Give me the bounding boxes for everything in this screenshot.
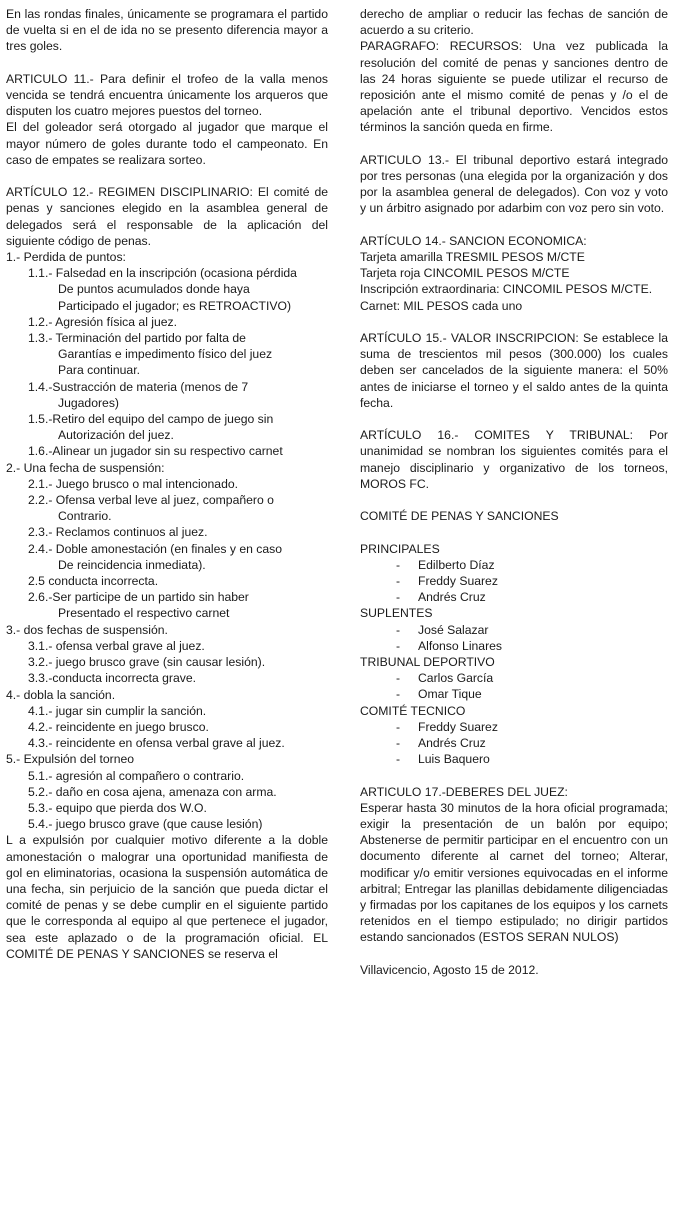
- item-2-5: 2.5 conducta incorrecta.: [28, 574, 159, 589]
- item-2-2: 2.2.- Ofensa verbal leve al juez, compañero o: [28, 493, 274, 508]
- section-2-heading: 2.- Una fecha de suspensión:: [6, 460, 165, 475]
- section-1-heading: 1.- Perdida de puntos:: [6, 250, 126, 265]
- section-3-heading: 3.- dos fechas de suspensión.: [6, 622, 168, 637]
- tecnico-name-text: Freddy Suarez: [418, 719, 498, 734]
- item-2-1: 2.1.- Juego brusco o mal intencionado.: [28, 476, 239, 491]
- article-14-line-1: Tarjeta amarilla TRESMIL PESOS M/CTE: [360, 250, 585, 265]
- item-1-5: 1.5.-Retiro del equipo del campo de juego sin: [28, 412, 274, 427]
- list-dash: -: [396, 752, 401, 767]
- list-dash: -: [396, 590, 401, 605]
- item-3-2: 3.2.- juego brusco grave (sin causar lesión).: [28, 655, 266, 670]
- item-2-4: 2.4.- Doble amonestación (en finales y en caso: [28, 541, 283, 556]
- list-dash: -: [396, 574, 401, 589]
- item-1-2: 1.2.- Agresión física al juez.: [28, 314, 178, 329]
- comite-title: COMITÉ DE PENAS Y SANCIONES: [360, 509, 559, 524]
- tribunal-name: [360, 686, 668, 702]
- item-1-4-cont: Jugadores): [58, 395, 119, 410]
- principal-name: [360, 573, 668, 589]
- section-4-heading: 4.- dobla la sanción.: [6, 687, 116, 702]
- item-5-3: 5.3.- equipo que pierda dos W.O.: [28, 800, 207, 815]
- item-4-3: 4.3.- reincidente en ofensa verbal grave al juez.: [28, 736, 285, 751]
- right-column: [360, 6, 668, 978]
- list-dash: -: [396, 719, 401, 734]
- left-column: [6, 6, 328, 962]
- principal-name: [360, 589, 668, 605]
- article-14-line-3: Inscripción extraordinaria: CINCOMIL PESOS M/CTE.: [360, 282, 653, 297]
- item-1-3: 1.3.- Terminación del partido por falta de: [28, 331, 246, 346]
- suplentes-heading: SUPLENTES: [360, 606, 433, 621]
- item-2-6: 2.6.-Ser participe de un partido sin haber: [28, 590, 249, 605]
- tribunal-name: [360, 670, 668, 686]
- item-2-4-cont: De reincidencia inmediata).: [58, 557, 206, 572]
- tribunal-heading: TRIBUNAL DEPORTIVO: [360, 655, 495, 670]
- article-14-line-2: Tarjeta roja CINCOMIL PESOS M/CTE: [360, 266, 570, 281]
- list-dash: -: [396, 638, 401, 653]
- tribunal-name-text: Omar Tique: [418, 687, 482, 702]
- item-1-5-cont: Autorización del juez.: [58, 428, 174, 443]
- item-4-1: 4.1.- jugar sin cumplir la sanción.: [28, 703, 207, 718]
- list-dash: -: [396, 687, 401, 702]
- list-dash: -: [396, 622, 401, 637]
- item-1-1: 1.1.- Falsedad en la inscripción (ocasiona pérdida: [28, 266, 297, 281]
- item-3-3: 3.3.-conducta incorrecta grave.: [28, 671, 197, 686]
- item-3-1: 3.1.- ofensa verbal grave al juez.: [28, 638, 205, 653]
- closing-date: Villavicencio, Agosto 15 de 2012.: [360, 962, 539, 977]
- item-5-2: 5.2.- daño en cosa ajena, amenaza con arma.: [28, 784, 277, 799]
- article-12: ARTÍCULO 12.- REGIMEN DISCIPLINARIO: El comité de penas y sanciones elegido en la asamblea general de delegados será el responsable de la aplicación del siguiente código de penas.: [6, 185, 328, 248]
- item-1-3-cont2: Para continuar.: [58, 363, 140, 378]
- item-5-4: 5.4.- juego brusco grave (que cause lesión): [28, 817, 263, 832]
- tecnico-heading: COMITÉ TECNICO: [360, 703, 466, 718]
- item-1-1-cont2: Participado el jugador; es RETROACTIVO): [58, 298, 292, 313]
- item-5-1: 5.1.- agresión al compañero o contrario.: [28, 768, 245, 783]
- principal-name: [360, 557, 668, 573]
- tribunal-name-text: Carlos García: [418, 671, 494, 686]
- item-1-1-cont: De puntos acumulados donde haya: [58, 282, 250, 297]
- item-1-3-cont: Garantías e impedimento físico del juez: [58, 347, 273, 362]
- item-4-2: 4.2.- reincidente en juego brusco.: [28, 719, 209, 734]
- article-16: ARTÍCULO 16.- COMITES Y TRIBUNAL: Por unanimidad se nombran los siguientes comités para el manejo disciplinario y organizativo de los torneos, MOROS FC.: [360, 428, 668, 491]
- expulsion-paragraph: L a expulsión por cualquier motivo diferente a la doble amonestación o malograr una oportunidad manifiesta de gol en eliminatorias, ocasiona la suspensión automática de una fecha, sin perjuicio de la sanción que pueda dictar el comité de penas y se debe cumplir en el siguiente partido que le corresponda al equipo al que pertenece el jugador, sea este aplazado o de la programación oficial. EL COMITÉ DE PENAS Y SANCIONES se reserva el: [6, 833, 328, 961]
- tecnico-name-text: Andrés Cruz: [418, 736, 486, 751]
- suplente-name-text: José Salazar: [418, 622, 489, 637]
- item-2-6-cont: Presentado el respectivo carnet: [58, 606, 230, 621]
- tecnico-name-text: Luis Baquero: [418, 752, 490, 767]
- principal-name-text: Freddy Suarez: [418, 574, 498, 589]
- principal-name-text: Andrés Cruz: [418, 590, 486, 605]
- article-14-title: ARTÍCULO 14.- SANCION ECONOMICA:: [360, 233, 587, 248]
- suplente-name: [360, 622, 668, 638]
- list-dash: -: [396, 557, 401, 572]
- article-11-goleador: El del goleador será otorgado al jugador que marque el mayor número de goles durante todo el campeonato. En caso de empates se realizara sorteo.: [6, 120, 328, 167]
- article-17-title: ARTICULO 17.-DEBERES DEL JUEZ:: [360, 784, 568, 799]
- item-2-2-cont: Contrario.: [58, 509, 112, 524]
- article-17: Esperar hasta 30 minutos de la hora oficial programada; exigir la presentación de un balón por equipo; Abstenerse de permitir participar en el encuentro con un documento diferente al carnet del torneo; Alterar, modificar y/o emitir versiones equivocadas en el informe arbitral; Entregar las planillas debidamente diligenciadas y firmadas por los capitanes de los equipos y los carnets retenidos en el tiempo estipulado; no dirigir partidos estando sancionados (ESTOS SERAN NULOS): [360, 800, 668, 945]
- principal-name-text: Edilberto Díaz: [418, 557, 495, 572]
- list-dash: -: [396, 736, 401, 751]
- article-11: ARTICULO 11.- Para definir el trofeo de la valla menos vencida se tendrá encuentra únicamente los arqueros que disputen los cuatro mejores puestos del torneo.: [6, 71, 328, 119]
- principales-heading: PRINCIPALES: [360, 541, 440, 556]
- tecnico-name: [360, 719, 668, 735]
- item-1-6: 1.6.-Alinear un jugador sin su respectivo carnet: [28, 444, 283, 459]
- article-14-line-4: Carnet: MIL PESOS cada uno: [360, 298, 523, 313]
- section-5-heading: 5.- Expulsión del torneo: [6, 752, 135, 767]
- list-dash: -: [396, 671, 401, 686]
- intro-paragraph: En las rondas finales, únicamente se programara el partido de vuelta si en el de ida no se presento diferencia mayor a tres goles.: [6, 7, 328, 54]
- suplente-name-text: Alfonso Linares: [418, 638, 503, 653]
- suplente-name: [360, 638, 668, 654]
- article-15: ARTÍCULO 15.- VALOR INSCRIPCION: Se establece la suma de trescientos mil pesos (300.000) los cuales deben ser cancelados de la siguiente manera: el 50% antes de iniciarse el torneo y el saldo antes de la quinta fecha.: [360, 331, 668, 410]
- paragrafo-recursos: PARAGRAFO: RECURSOS: Una vez publicada la resolución del comité de penas y sanciones dentro de las 24 horas siguiente se puede utilizar el recurso de reposición ante el mismo comité de penas y /o el de apelación ante el tribunal deportivo. Vencidos estos términos la sanción queda en firme.: [360, 39, 668, 135]
- item-2-3: 2.3.- Reclamos continuos al juez.: [28, 525, 208, 540]
- item-1-4: 1.4.-Sustracción de materia (menos de 7: [28, 379, 249, 394]
- tecnico-name: [360, 735, 668, 751]
- tecnico-name: [360, 751, 668, 767]
- article-13: ARTICULO 13.- El tribunal deportivo estará integrado por tres personas (una elegida por la organización y dos por la asamblea general de delegados). Con voz y voto y un árbitro asignado por adarbim con voz pero sin voto.: [360, 152, 668, 216]
- continued-paragraph: derecho de ampliar o reducir las fechas de sanción de acuerdo a su criterio.: [360, 7, 668, 38]
